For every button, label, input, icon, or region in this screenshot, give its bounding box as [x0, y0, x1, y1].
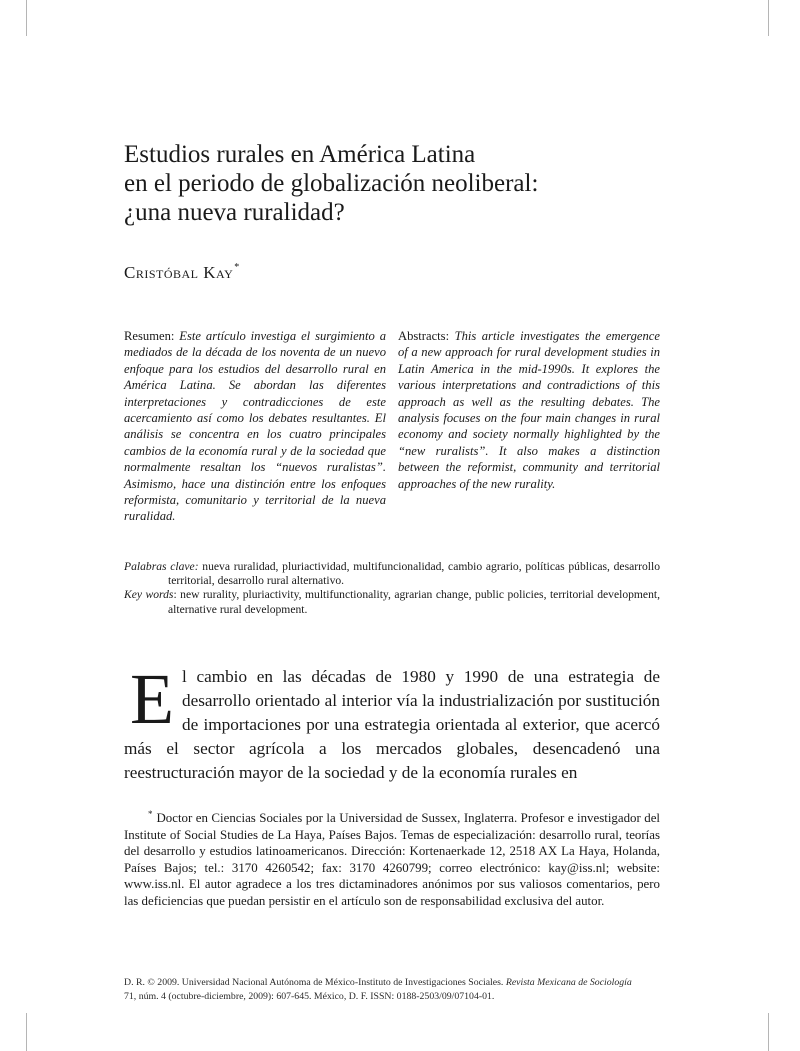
article-title [124, 140, 684, 227]
keywords-en-text: : new rurality, pluriactivity, multifunctionality, agrarian change, public policies, territorial development, alternative rural development. [168, 588, 660, 616]
body-paragraph [124, 659, 660, 785]
keywords-es-text: nueva ruralidad, pluriactividad, multifuncionalidad, cambio agrario, políticas públicas, desarrollo territorial, desarrollo rural alternativo. [168, 560, 660, 588]
copyright-suffix: 71, núm. 4 (octubre-diciembre, 2009): 607-645. México, D. F. ISSN: 0188-2503/09/07104-01. [124, 990, 495, 1002]
body-text: l cambio en las décadas de 1980 y 1990 de una estrategia de desarrollo orientado al interior vía la industrialización por sustitución de importaciones por una estrategia orientada al exterior, que acercó más el sector agrícola a los mercados globales, desencadenó una reestructuración mayor de la sociedad y de la economía rurales en [124, 667, 660, 782]
abstract-es-label: Resumen: [124, 329, 175, 343]
keywords-block [124, 560, 660, 617]
title-line-3: ¿una nueva ruralidad? [124, 199, 345, 226]
crop-mark-top-right [768, 0, 769, 36]
footnote-marker: * [148, 809, 153, 819]
title-line-1: Estudios rurales en América Latina [124, 141, 476, 168]
footnote-text: Doctor en Ciencias Sociales por la Universidad de Sussex, Inglaterra. Profesor e investigador del Institute of Social Studies de La Haya, Países Bajos. Temas de especialización: desarrollo rural, teorías del desarrollo y estudios latinoamericanos. Dirección: Kortenaerkade 12, 2518 AX La Haya, Holanda, Países Bajos; tel.: 3170 4260542; fax: 3170 4260799; correo electrónico: kay@iss.nl; website: www.iss.nl. El autor agradece a los tres dictaminadores anónimos por sus valiosos comentarios, pero las deficiencias que puedan persistir en el artículo son de responsabilidad exclusiva del autor. [124, 811, 660, 908]
keywords-spanish [124, 560, 660, 588]
keywords-english [124, 588, 660, 616]
drop-cap: E [130, 659, 174, 739]
abstract-english [398, 328, 660, 492]
author-footnote [124, 806, 660, 910]
journal-name: Revista Mexicana de Sociología [505, 977, 632, 988]
title-line-2: en el periodo de globalización neoliberal: [124, 170, 539, 197]
keywords-es-label: Palabras clave: [124, 560, 199, 573]
crop-mark-bottom-right [768, 1013, 769, 1051]
abstract-es-text: Este artículo investiga el surgimiento a mediados de la década de los noventa de un nuevo enfoque para los estudios del desarrollo rural en América Latina. Se abordan las diferentes interpretaciones y contradicciones de este acercamiento así como los debates resultantes. El análisis se concentra en los cuatro principales cambios de la economía rural y de la sociedad que normalmente resaltan los “nuevos ruralistas”. Asimismo, hace una distinción entre los enfoques reformista, comunitario y territorial de la nueva ruralidad. [124, 329, 386, 524]
keywords-en-label: Key words [124, 588, 174, 602]
author-name: Cristóbal Kay [124, 263, 234, 282]
author-line [124, 262, 240, 283]
abstract-en-label: Abstracts: [398, 329, 450, 343]
abstract-spanish [124, 328, 386, 525]
copyright-prefix: D. R. © 2009. Universidad Nacional Autónoma de México-Instituto de Investigaciones Sociales. [124, 977, 504, 988]
crop-mark-top-left [26, 0, 27, 36]
abstract-en-text: This article investigates the emergence of a new approach for rural development studies in Latin America in the mid-1990s. It explores the various interpretations and contradictions of this approach as well as the resulting debates. The analysis focuses on the four main changes in rural economy and society normally highlighted by the “new ruralists”. It also makes a distinction between the reformist, community and territorial approaches of the new rurality. [398, 329, 660, 491]
author-footnote-marker: * [234, 262, 240, 273]
copyright-notice [124, 976, 684, 1003]
crop-mark-bottom-left [26, 1013, 27, 1051]
